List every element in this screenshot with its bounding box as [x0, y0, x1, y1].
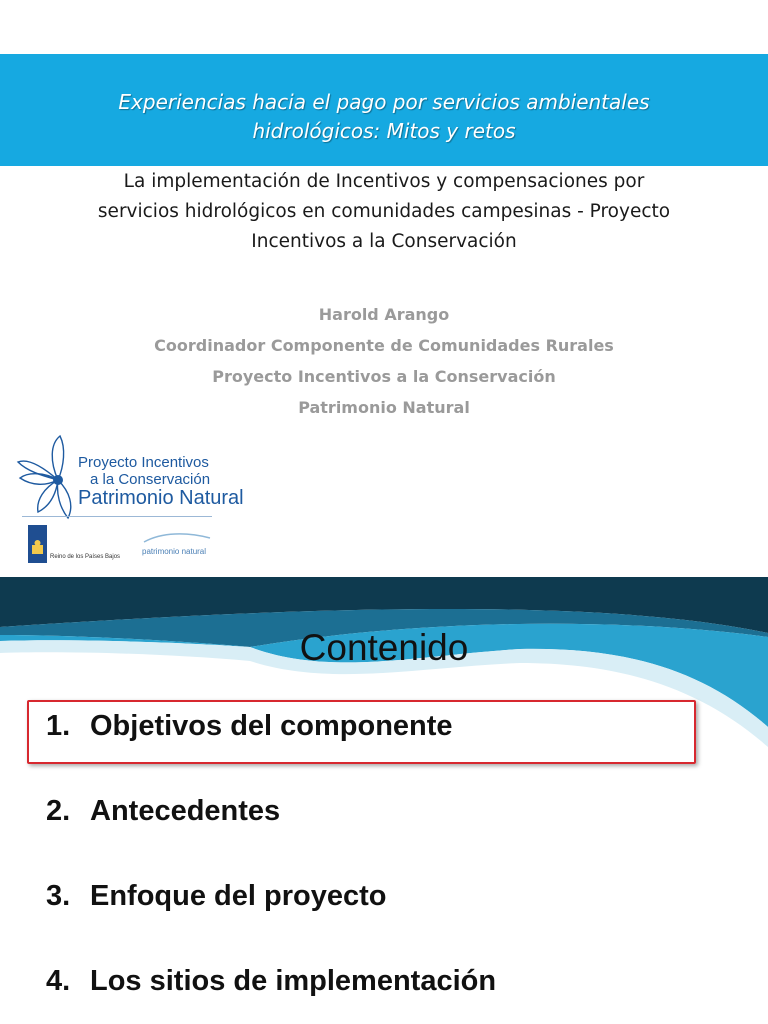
patrimonio-swoosh-icon	[142, 530, 212, 544]
logo-line-2: a la Conservación	[90, 471, 211, 488]
logo-line-1: Proyecto Incentivos	[78, 454, 209, 471]
toc-item-1	[46, 710, 453, 743]
toc-item-4-label: Los sitios de implementación	[90, 965, 497, 997]
logo-area	[8, 422, 244, 572]
toc-item-4	[46, 965, 496, 998]
title-line-2: hidrológicos: Mitos y retos	[252, 119, 516, 143]
subtitle-line-1: La implementación de Incentivos y compensaciones por	[123, 171, 645, 192]
toc-item-2	[46, 795, 280, 828]
author-role: Coordinador Componente de Comunidades Rurales	[154, 336, 614, 355]
toc-item-1-label: Objetivos del componente	[90, 710, 453, 742]
toc-item-2-label: Antecedentes	[90, 795, 281, 827]
title-banner	[0, 54, 768, 166]
partner-label: patrimonio natural	[142, 547, 207, 556]
logo-divider	[22, 516, 212, 517]
toc-item-3	[46, 880, 386, 913]
title-line-1: Experiencias hacia el pago por servicios ambientales	[118, 90, 650, 114]
author-organization: Patrimonio Natural	[298, 398, 470, 417]
author-block	[60, 299, 708, 423]
subtitle-line-3: Incentivos a la Conservación	[251, 231, 517, 252]
subtitle-line-2: servicios hidrológicos en comunidades campesinas - Proyecto	[97, 201, 671, 222]
slide-heading: Contenido	[299, 627, 469, 668]
author-name: Harold Arango	[318, 305, 450, 324]
author-project: Proyecto Incentivos a la Conservación	[212, 367, 556, 386]
logo-line-3: Patrimonio Natural	[78, 487, 244, 509]
contents-slide	[0, 577, 768, 1024]
toc-item-3-label: Enfoque del proyecto	[90, 880, 387, 912]
toc-item-3-number: 3.	[46, 880, 71, 912]
netherlands-crest-icon	[28, 525, 47, 563]
toc-item-4-number: 4.	[46, 965, 71, 997]
toc-item-1-number: 1.	[46, 710, 71, 742]
sponsor-label: Reino de los Países Bajos	[50, 554, 121, 560]
subtitle	[30, 167, 738, 257]
toc-item-2-number: 2.	[46, 795, 71, 827]
